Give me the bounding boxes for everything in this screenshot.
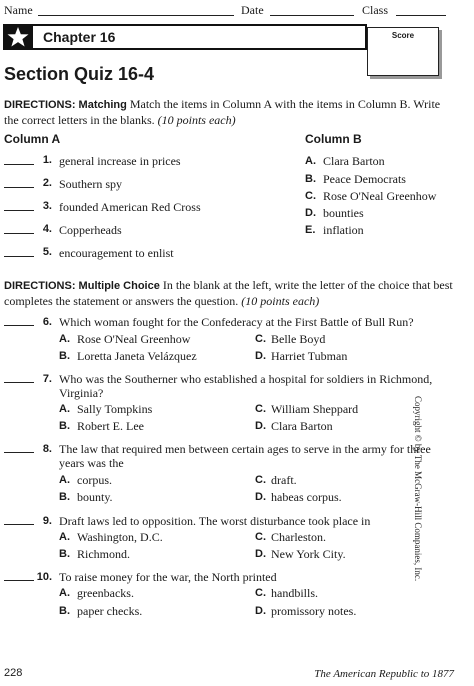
option-letter: B.	[59, 548, 70, 560]
page-number: 228	[4, 667, 23, 679]
option-text: Robert E. Lee	[77, 419, 144, 433]
star-block	[3, 24, 33, 50]
item-number: 3.	[42, 200, 52, 212]
option-text: corpus.	[77, 473, 112, 487]
option-text: promissory notes.	[271, 604, 357, 618]
option-letter: A.	[305, 155, 316, 167]
option-text: Sally Tompkins	[77, 402, 153, 416]
option-letter: C.	[255, 531, 266, 543]
option-text: bounty.	[77, 490, 113, 504]
option-letter: E.	[305, 224, 316, 236]
item-number: 4.	[42, 223, 52, 235]
item-number: 5.	[42, 246, 52, 258]
chapter-title: Chapter 16	[43, 29, 116, 45]
column-a-item: Copperheads	[59, 223, 122, 237]
option-text: Harriet Tubman	[271, 349, 348, 363]
column-b-item: Peace Democrats	[323, 172, 406, 186]
question-number: 6.	[42, 316, 52, 328]
option-letter: A.	[59, 531, 70, 543]
question-number: 10.	[36, 571, 52, 583]
option-text: handbills.	[271, 586, 318, 600]
column-b-item: Rose O'Neal Greenhow	[323, 189, 437, 203]
option-letter: D.	[255, 548, 266, 560]
class-line[interactable]	[396, 15, 446, 16]
score-label: Score	[391, 31, 415, 40]
option-text: greenbacks.	[77, 586, 134, 600]
column-a-title: Column A	[4, 132, 61, 146]
option-letter: D.	[255, 420, 266, 432]
option-text: Washington, D.C.	[77, 530, 163, 544]
option-letter: C.	[255, 333, 266, 345]
option-letter: A.	[59, 587, 70, 599]
name-line[interactable]	[38, 15, 234, 16]
name-label: Name	[4, 3, 33, 17]
column-a-item: general increase in prices	[59, 154, 181, 168]
question-number: 8.	[42, 443, 52, 455]
mc-directions-label: DIRECTIONS: Multiple Choice	[4, 280, 160, 292]
column-b-item: Clara Barton	[323, 154, 385, 168]
column-b-item: inflation	[323, 223, 364, 237]
score-box[interactable]	[367, 27, 439, 76]
option-text: New York City.	[271, 547, 346, 561]
option-letter: B.	[59, 605, 70, 617]
question-text: Who was the Southerner who established a hospital for soldiers in Richmond, Virginia?	[59, 372, 433, 400]
column-a-item: encouragement to enlist	[59, 246, 174, 260]
option-letter: C.	[305, 190, 316, 202]
column-b-item: bounties	[323, 206, 364, 220]
option-letter: D.	[255, 491, 266, 503]
mc-directions	[4, 278, 456, 309]
option-text: paper checks.	[77, 604, 143, 618]
section-title: Section Quiz 16-4	[4, 64, 155, 84]
option-letter: B.	[59, 420, 70, 432]
date-line[interactable]	[270, 15, 354, 16]
option-text: Charleston.	[271, 530, 326, 544]
option-text: habeas corpus.	[271, 490, 342, 504]
book-title: The American Republic to 1877	[314, 668, 454, 680]
option-letter: D.	[255, 350, 266, 362]
option-letter: D.	[255, 605, 266, 617]
question-number: 9.	[42, 515, 52, 527]
option-text: Belle Boyd	[271, 332, 326, 346]
option-letter: A.	[59, 333, 70, 345]
option-letter: A.	[59, 474, 70, 486]
option-letter: A.	[59, 403, 70, 415]
column-a-item: Southern spy	[59, 177, 122, 191]
option-letter: B.	[59, 350, 70, 362]
option-text: Loretta Janeta Velázquez	[77, 349, 197, 363]
matching-points: (10 points each)	[157, 113, 236, 127]
question-number: 7.	[42, 373, 52, 385]
class-label: Class	[362, 3, 389, 17]
matching-directions	[4, 97, 456, 128]
option-letter: C.	[255, 403, 266, 415]
matching-directions-text: Match the items in Column A with the items in Column B. Write the correct letters in the blanks.	[4, 97, 441, 127]
item-number: 2.	[42, 177, 52, 189]
option-letter: D.	[305, 207, 316, 219]
option-text: Rose O'Neal Greenhow	[77, 332, 191, 346]
option-letter: C.	[255, 474, 266, 486]
copyright-notice: Copyright © by The McGraw-Hill Companies, Inc.	[413, 396, 423, 582]
option-text: William Sheppard	[271, 402, 359, 416]
column-a-item: founded American Red Cross	[59, 200, 201, 214]
question-text: Draft laws led to opposition. The worst disturbance took place in	[59, 514, 371, 528]
question-text: The law that required men between certain ages to serve in the army for three years was the	[59, 442, 431, 470]
matching-directions-label: DIRECTIONS: Matching	[4, 99, 127, 111]
column-b-title: Column B	[305, 132, 362, 146]
option-letter: B.	[305, 173, 316, 185]
option-text: Clara Barton	[271, 419, 333, 433]
question-text: Which woman fought for the Confederacy at the First Battle of Bull Run?	[59, 315, 414, 329]
date-label: Date	[241, 3, 264, 17]
mc-points: (10 points each)	[241, 294, 320, 308]
option-text: Richmond.	[77, 547, 130, 561]
star-icon	[6, 26, 30, 48]
item-number: 1.	[42, 154, 52, 166]
option-text: draft.	[271, 473, 297, 487]
question-text: To raise money for the war, the North printed	[59, 570, 277, 584]
option-letter: B.	[59, 491, 70, 503]
mc-directions-text: In the blank at the left, write the letter of the choice that best completes the statement or answers the question.	[4, 278, 453, 308]
option-letter: C.	[255, 587, 266, 599]
